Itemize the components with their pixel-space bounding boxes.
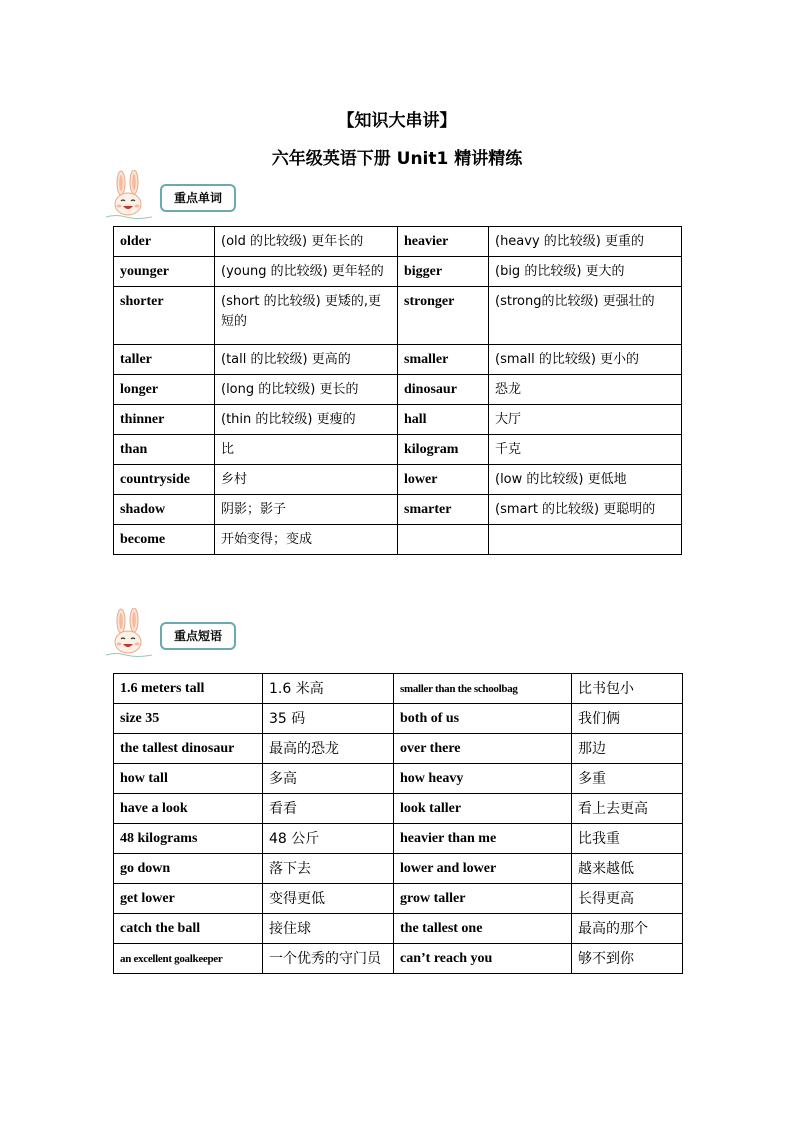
- english-word: dinosaur: [398, 375, 489, 405]
- phrase-row: [114, 884, 683, 914]
- english-phrase: the tallest dinosaur: [114, 734, 263, 764]
- page-title: 六年级英语下册 Unit1 精讲精练: [271, 149, 523, 169]
- chinese-meaning: 恐龙: [489, 375, 682, 405]
- chinese-meaning: (strong的比较级) 更强壮的: [489, 287, 682, 345]
- words-section-tag: 重点单词: [160, 184, 236, 212]
- chinese-meaning: (small 的比较级) 更小的: [489, 345, 682, 375]
- bracket-title: 【知识大串讲】: [337, 111, 457, 131]
- chinese-meaning: 比我重: [572, 824, 683, 854]
- chinese-meaning: (heavy 的比较级) 更重的: [489, 227, 682, 257]
- chinese-meaning: 多高: [263, 764, 394, 794]
- vocabulary-row: [114, 345, 682, 375]
- chinese-meaning: 那边: [572, 734, 683, 764]
- english-phrase: 48 kilograms: [114, 824, 263, 854]
- chinese-meaning: 比书包小: [572, 674, 683, 704]
- chinese-meaning: 大厅: [489, 405, 682, 435]
- english-word: shadow: [114, 495, 215, 525]
- vocabulary-row: [114, 375, 682, 405]
- chinese-meaning: 1.6 米高: [263, 674, 394, 704]
- chinese-meaning: (big 的比较级) 更大的: [489, 257, 682, 287]
- chinese-meaning: 我们俩: [572, 704, 683, 734]
- phrase-row: [114, 944, 683, 974]
- vocabulary-row: [114, 227, 682, 257]
- phrase-row: [114, 854, 683, 884]
- english-word: kilogram: [398, 435, 489, 465]
- english-word: smarter: [398, 495, 489, 525]
- english-word: [398, 525, 489, 555]
- chinese-meaning: 阴影；影子: [215, 495, 398, 525]
- vocabulary-row: [114, 495, 682, 525]
- chinese-meaning: (thin 的比较级) 更瘦的: [215, 405, 398, 435]
- chinese-meaning: 比: [215, 435, 398, 465]
- chinese-meaning: 多重: [572, 764, 683, 794]
- english-phrase: look taller: [394, 794, 572, 824]
- english-phrase: catch the ball: [114, 914, 263, 944]
- phrase-row: [114, 914, 683, 944]
- english-phrase: both of us: [394, 704, 572, 734]
- chinese-meaning: (short 的比较级) 更矮的,更短的: [215, 287, 398, 345]
- english-phrase: size 35: [114, 704, 263, 734]
- phrase-row: [114, 794, 683, 824]
- english-word: heavier: [398, 227, 489, 257]
- english-word: bigger: [398, 257, 489, 287]
- phrase-row: [114, 674, 683, 704]
- chinese-meaning: 落下去: [263, 854, 394, 884]
- bunny-icon: [104, 170, 154, 220]
- vocabulary-row: [114, 465, 682, 495]
- phrase-row: [114, 824, 683, 854]
- vocabulary-row: [114, 405, 682, 435]
- english-phrase: an excellent goalkeeper: [114, 944, 263, 974]
- chinese-meaning: 千克: [489, 435, 682, 465]
- phrases-table: [113, 673, 683, 974]
- english-phrase: 1.6 meters tall: [114, 674, 263, 704]
- chinese-meaning: 长得更高: [572, 884, 683, 914]
- english-phrase: have a look: [114, 794, 263, 824]
- chinese-meaning: 48 公斤: [263, 824, 394, 854]
- chinese-meaning: 乡村: [215, 465, 398, 495]
- chinese-meaning: [489, 525, 682, 555]
- phrases-section-tag: 重点短语: [160, 622, 236, 650]
- english-word: lower: [398, 465, 489, 495]
- english-phrase: get lower: [114, 884, 263, 914]
- chinese-meaning: 35 码: [263, 704, 394, 734]
- english-word: shorter: [114, 287, 215, 345]
- chinese-meaning: (tall 的比较级) 更高的: [215, 345, 398, 375]
- chinese-meaning: 越来越低: [572, 854, 683, 884]
- english-phrase: can’t reach you: [394, 944, 572, 974]
- chinese-meaning: (old 的比较级) 更年长的: [215, 227, 398, 257]
- english-word: older: [114, 227, 215, 257]
- english-word: become: [114, 525, 215, 555]
- english-phrase: the tallest one: [394, 914, 572, 944]
- english-phrase: heavier than me: [394, 824, 572, 854]
- chinese-meaning: 最高的那个: [572, 914, 683, 944]
- vocabulary-row: [114, 525, 682, 555]
- phrase-row: [114, 764, 683, 794]
- english-word: hall: [398, 405, 489, 435]
- chinese-meaning: 看上去更高: [572, 794, 683, 824]
- phrase-row: [114, 704, 683, 734]
- vocabulary-row: [114, 435, 682, 465]
- chinese-meaning: 接住球: [263, 914, 394, 944]
- english-phrase: over there: [394, 734, 572, 764]
- bunny-icon: [104, 608, 154, 658]
- chinese-meaning: (low 的比较级) 更低地: [489, 465, 682, 495]
- english-phrase: lower and lower: [394, 854, 572, 884]
- vocabulary-table: [113, 226, 682, 555]
- english-word: thinner: [114, 405, 215, 435]
- chinese-meaning: 最高的恐龙: [263, 734, 394, 764]
- english-word: younger: [114, 257, 215, 287]
- chinese-meaning: 变得更低: [263, 884, 394, 914]
- english-phrase: how heavy: [394, 764, 572, 794]
- english-phrase: smaller than the schoolbag: [394, 674, 572, 704]
- phrase-row: [114, 734, 683, 764]
- vocabulary-row: [114, 287, 682, 345]
- english-phrase: go down: [114, 854, 263, 884]
- chinese-meaning: (young 的比较级) 更年轻的: [215, 257, 398, 287]
- chinese-meaning: (long 的比较级) 更长的: [215, 375, 398, 405]
- vocabulary-row: [114, 257, 682, 287]
- chinese-meaning: 一个优秀的守门员: [263, 944, 394, 974]
- english-word: than: [114, 435, 215, 465]
- english-word: longer: [114, 375, 215, 405]
- english-word: smaller: [398, 345, 489, 375]
- chinese-meaning: 开始变得；变成: [215, 525, 398, 555]
- chinese-meaning: (smart 的比较级) 更聪明的: [489, 495, 682, 525]
- english-phrase: how tall: [114, 764, 263, 794]
- english-phrase: grow taller: [394, 884, 572, 914]
- chinese-meaning: 够不到你: [572, 944, 683, 974]
- english-word: taller: [114, 345, 215, 375]
- chinese-meaning: 看看: [263, 794, 394, 824]
- english-word: stronger: [398, 287, 489, 345]
- english-word: countryside: [114, 465, 215, 495]
